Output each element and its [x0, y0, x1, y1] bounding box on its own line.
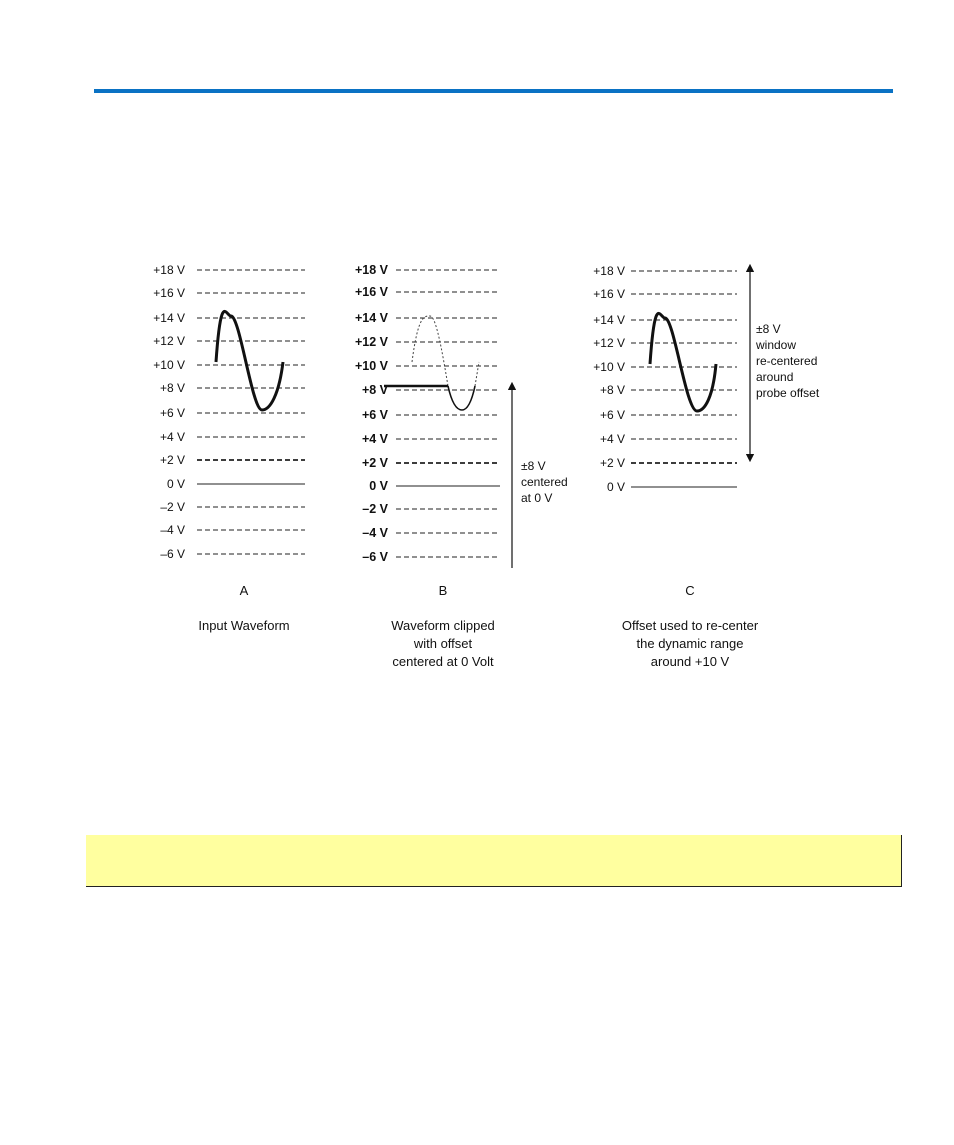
- panel-c-caption-line: around +10 V: [650, 654, 730, 669]
- panel-c-waveform: [650, 313, 716, 411]
- panel-a-waveform: [216, 311, 283, 410]
- panel-b-level-label: +14 V: [354, 311, 388, 325]
- panel-b-level-label: +6 V: [361, 408, 388, 422]
- panel-b: [355, 263, 568, 669]
- panel-a-level-label: +8 V: [159, 381, 185, 395]
- panel-b-level-label: 0 V: [369, 479, 388, 493]
- panel-a-levels: [153, 263, 305, 561]
- panel-b-levels: [355, 263, 500, 564]
- panel-b-level-label: –6 V: [362, 550, 388, 564]
- panel-a: [153, 263, 305, 633]
- panel-b-caption-line: Waveform clipped: [391, 618, 495, 633]
- panel-a-caption-line: Input Waveform: [198, 618, 290, 633]
- panel-c-level-label: +18 V: [593, 264, 625, 278]
- panel-c-level-label: +14 V: [593, 313, 625, 327]
- panel-b-level-label: –2 V: [362, 502, 388, 516]
- panel-c-caption-line: the dynamic range: [636, 636, 744, 651]
- panel-b-level-label: +12 V: [354, 335, 388, 349]
- panel-b-level-label: +10 V: [354, 359, 388, 373]
- panel-a-level-label: +16 V: [153, 286, 185, 300]
- panel-a-letter: A: [239, 583, 249, 598]
- panel-b-level-label: +8 V: [361, 383, 388, 397]
- panel-a-level-label: +12 V: [153, 334, 185, 348]
- panel-b-caption-line: with offset: [413, 636, 473, 651]
- panel-b-range-note-line: ±8 V: [521, 459, 546, 473]
- panel-c-range-note-line: window: [756, 338, 797, 352]
- panel-b-level-label: +2 V: [361, 456, 388, 470]
- panel-a-level-label: –2 V: [160, 500, 185, 514]
- panel-c-level-label: +16 V: [593, 287, 625, 301]
- panel-b-range-note-line: centered: [521, 475, 568, 489]
- panel-a-level-label: +6 V: [159, 406, 185, 420]
- panel-a-level-label: +2 V: [159, 453, 185, 467]
- panel-a-level-label: +14 V: [153, 311, 185, 325]
- note-box: [86, 835, 902, 887]
- panel-b-level-label: +16 V: [354, 285, 388, 299]
- panel-c-range-note-line: probe offset: [756, 386, 820, 400]
- panel-a-level-label: +4 V: [159, 430, 185, 444]
- panel-c-range-note-line: re-centered: [756, 354, 818, 368]
- panel-a-level-label: –4 V: [160, 523, 185, 537]
- panel-a-level-label: +10 V: [153, 358, 185, 372]
- panel-c-range-note-line: around: [756, 370, 794, 384]
- panel-c-level-label: +2 V: [599, 456, 625, 470]
- panel-c-caption-line: Offset used to re-center: [621, 618, 759, 633]
- panel-c-level-label: +6 V: [599, 408, 625, 422]
- panel-a-level-label: 0 V: [166, 477, 185, 491]
- panel-c-letter: C: [685, 583, 695, 598]
- panel-c-level-label: +4 V: [599, 432, 625, 446]
- panel-b-level-label: –4 V: [362, 526, 388, 540]
- panel-a-level-label: +18 V: [153, 263, 185, 277]
- panel-b-level-label: +4 V: [361, 432, 388, 446]
- panel-b-range-note-line: at 0 V: [521, 491, 553, 505]
- panel-c-range-note-line: ±8 V: [756, 322, 781, 336]
- panel-c-level-label: 0 V: [606, 480, 625, 494]
- panel-c-level-label: +10 V: [593, 360, 625, 374]
- panel-c: [593, 264, 820, 669]
- panel-c-level-label: +8 V: [599, 383, 625, 397]
- panel-a-level-label: –6 V: [160, 547, 185, 561]
- panel-b-clipped-portion: [412, 316, 448, 386]
- panel-c-level-label: +12 V: [593, 336, 625, 350]
- panel-b-level-label: +18 V: [354, 263, 388, 277]
- panel-b-letter: B: [438, 583, 448, 598]
- panel-b-caption-line: centered at 0 Volt: [392, 654, 494, 669]
